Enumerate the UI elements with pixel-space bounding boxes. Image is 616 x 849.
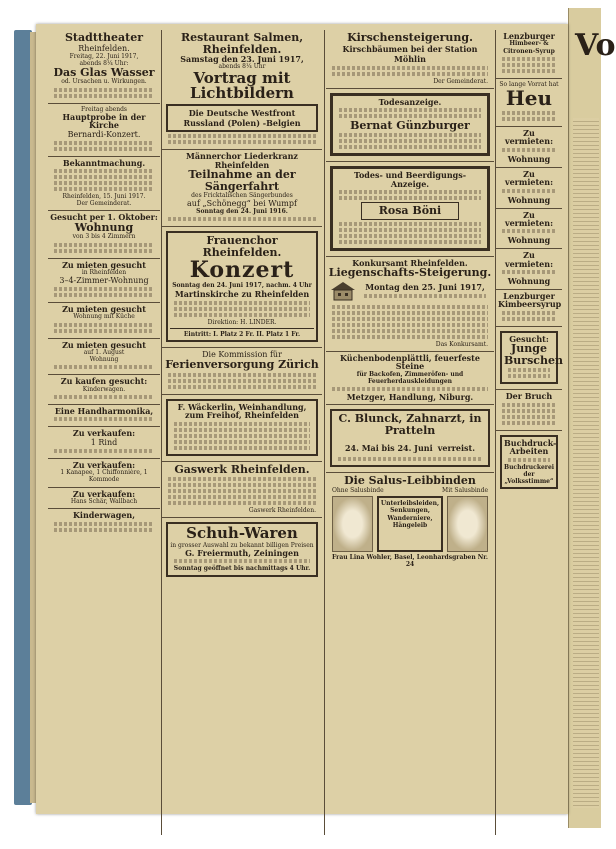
ad-title: Zu vermieten:	[504, 168, 554, 188]
ad-subtitle: Wohnung	[507, 194, 551, 205]
ad-title: Zu kaufen gesucht:	[60, 376, 148, 387]
ad-headline: Teilnahme an der Sängerfahrt	[188, 167, 296, 193]
ad-blunck-zahnarzt	[326, 405, 494, 473]
ad-salus-leibbinden	[326, 473, 494, 571]
name-box	[361, 202, 459, 220]
column-rule	[324, 30, 325, 835]
ad-headline: Vortrag mit Lichtbildern	[190, 68, 294, 103]
ad-signature: Das Konkursamt.	[435, 340, 488, 348]
ad-verkaufen-rind	[48, 427, 160, 458]
ad-line: des Fricktalischen Sängerbundes	[191, 192, 293, 200]
ad-frauenchor	[162, 227, 322, 348]
ad-title: Restaurant Salmen, Rheinfelden.	[180, 31, 304, 56]
ad-lenzburger-1	[496, 30, 562, 79]
mourning-frame	[330, 93, 490, 157]
ad-title: Männerchor Liederkranz Rheinfelden	[186, 151, 298, 170]
ad-price: Eintritt: I. Platz 2 Fr. II. Platz 1 Fr.	[170, 328, 314, 338]
lecture-topics-box	[166, 104, 318, 132]
ad-title: Todes- und Beerdigungs-Anzeige.	[353, 170, 467, 189]
ad-todesanzeige-1	[326, 89, 494, 163]
ad-line: von 3 bis 4 Zimmern	[72, 233, 136, 241]
ad-subtitle: Himbeer- & Citronen-Syrup	[503, 40, 555, 55]
ad-zu-vermieten-1	[496, 127, 562, 168]
ad-title: Küchenbodenplättli, feuerfeste Steine	[340, 352, 480, 372]
ad-status: verreist.	[437, 443, 476, 454]
ad-title: Buchdruck-Arbeiten	[504, 437, 557, 457]
ad-heu	[496, 79, 562, 127]
concert-frame	[166, 231, 318, 342]
ad-line: Rheinfelden, 15. Juni 1917.	[62, 193, 146, 201]
ad-maker: Frau Lina Wohler, Basel, Leonhardsgraben Nr. 24	[332, 554, 488, 569]
ad-title: Zu mieten gesucht	[62, 339, 146, 350]
column-1	[48, 30, 160, 835]
column-2	[162, 30, 322, 835]
ad-title: Bekanntmachung.	[62, 157, 146, 168]
ad-line: Freitag, 22. Juni 1917,	[69, 52, 139, 60]
ad-headline: Konzert	[189, 256, 295, 283]
ad-title: Zu verkaufen:	[72, 428, 136, 439]
ad-waeckerlin	[162, 395, 322, 462]
ad-title: Gaswerk Rheinfelden.	[174, 462, 310, 476]
ad-title: Gesucht:	[509, 333, 549, 344]
ad-subtitle: Rheinfelden.	[78, 43, 130, 53]
ad-buchdruck	[496, 431, 562, 494]
ad-line: abends 8¼ Uhr:	[79, 59, 129, 67]
ad-title: Konkursamt Rheinfelden.	[352, 257, 468, 268]
ad-zu-mieten-2	[48, 303, 160, 339]
ad-title: Hauptprobe in der Kirche	[62, 111, 146, 131]
ad-title: Die Salus-Leibbinden	[344, 474, 476, 488]
ad-der-bruch	[496, 390, 562, 430]
deceased-name: Rosa Böni	[378, 204, 442, 218]
buchdruck-frame	[500, 435, 558, 489]
ad-title: Kirschensteigerung.	[347, 31, 473, 44]
ad-verkaufen-moebel	[48, 459, 160, 488]
konkurs-body	[328, 279, 492, 303]
ad-name: G. Freiermuth, Zeiningen	[185, 547, 299, 558]
ad-subtitle: in Rheinfelden	[81, 268, 127, 276]
figure-without-binder	[332, 496, 373, 552]
mourning-frame	[330, 166, 490, 250]
lecture-topic: Die Deutsche Westfront	[188, 108, 296, 119]
ad-zu-vermieten-2	[496, 168, 562, 209]
ad-subtitle: 1 Kanapee, 1 Chiffonnière, 1 Kommode	[60, 469, 148, 484]
ad-zu-mieten-1	[48, 259, 160, 304]
ad-hauptprobe	[48, 104, 160, 157]
ad-subtitle: Junge Burschen	[504, 342, 563, 367]
ad-title: Frauenchor Rheinfelden.	[202, 234, 282, 259]
ad-subtitle: od. Ursachen u. Wirkungen.	[61, 78, 147, 86]
ad-restaurant-salmen	[162, 30, 322, 150]
ad-title: Stadttheater	[64, 31, 143, 44]
ad-title: Das Glas Wasser	[53, 65, 155, 79]
schuh-frame	[166, 522, 318, 577]
ad-headline: Ferienversorgung Zürich	[165, 358, 319, 372]
house-icon	[330, 281, 356, 301]
ad-headline: Liegenschafts-Steigerung.	[328, 266, 492, 280]
ad-line: 1 Rind	[90, 437, 118, 447]
ad-zu-mieten-3	[48, 339, 160, 376]
ad-gesucht-wohnung	[48, 211, 160, 258]
ad-subtitle: zum Freihof, Rheinfelden	[185, 410, 299, 421]
salus-figures	[328, 494, 492, 554]
ad-lenzburger-2	[496, 290, 562, 327]
ad-date: Sonntag den 24. Juni 1916.	[196, 208, 288, 216]
ad-title: Zu vermieten:	[504, 250, 554, 269]
ad-title: C. Blunck, Zahnarzt, in Pratteln	[338, 412, 482, 437]
ad-line: Wohnung	[89, 356, 119, 364]
ad-subtitle: Kirschbäumen bei der Station Möhlin	[342, 43, 478, 64]
ad-title: Die Kommission für	[202, 350, 282, 360]
ad-title: Gesucht per 1. Oktober:	[50, 212, 158, 223]
ad-title: Kinderwagen,	[72, 510, 136, 521]
column-3	[326, 30, 494, 835]
ad-subtitle: für Backofen, Zimmeröfen- und Feuerherdauskleidungen	[356, 370, 464, 385]
ad-line: auf „Schönegg“ bei Wumpf	[187, 199, 297, 209]
ad-title: Eine Handharmonika,	[54, 406, 154, 417]
ad-place: Martinskirche zu Rheinfelden	[174, 288, 310, 299]
ad-title: Schuh-Waren	[186, 524, 298, 543]
ad-title: Zu mieten gesucht	[62, 304, 146, 315]
ad-title: Heu	[505, 85, 553, 110]
ad-subtitle: Buchdruckerei der „Volksstimme“	[504, 463, 555, 485]
ad-verkaufen-3	[48, 488, 160, 510]
caption-right: Mit Salusbinde	[442, 486, 488, 494]
facing-page	[568, 8, 616, 828]
column-4	[496, 30, 562, 835]
ad-stadttheater	[48, 30, 160, 104]
ad-subtitle: Freitag abends	[81, 105, 127, 113]
ad-date: Montag den 25. Juni 1917,	[365, 281, 485, 292]
ad-subtitle: Wohnung	[507, 276, 551, 287]
ad-title: Zu vermieten:	[504, 209, 554, 228]
ad-zu-vermieten-4	[496, 249, 562, 290]
ad-date: Samstag den 23. Juni 1917,	[180, 54, 304, 65]
ad-subtitle: Kimbeersyrup	[498, 299, 562, 310]
ad-subtitle: in grosser Auswahl zu bekannt billigen Preisen	[170, 541, 314, 549]
blunck-frame	[330, 409, 490, 467]
ad-todesanzeige-2	[326, 162, 494, 256]
ad-title: Zu vermieten:	[504, 127, 554, 147]
ad-note: Sonntag geöffnet bis nachmittags 4 Uhr.	[173, 565, 311, 573]
ad-line: Hans Schär, Wallbach	[70, 497, 138, 505]
ad-signature: Der Gemeinderat.	[433, 77, 488, 85]
ad-line: Der Gemeinderat.	[76, 200, 132, 208]
ad-subtitle: So lange Vorrat hat	[499, 80, 559, 88]
ad-handharmonika	[48, 405, 160, 427]
waeckerlin-frame	[166, 399, 318, 456]
ad-time: abends 8¼ Uhr	[218, 63, 266, 71]
lecture-topic: Russland (Polen) -Belgien	[183, 118, 301, 129]
ad-ferienversorgung	[162, 348, 322, 395]
ad-signature: Gaswerk Rheinfelden.	[248, 507, 316, 515]
ad-gaswerk	[162, 462, 322, 519]
ad-title: Zu mieten gesucht	[62, 259, 146, 270]
ad-konkursamt	[326, 257, 494, 352]
caption-left: Ohne Salusbinde	[332, 486, 384, 494]
ad-maennerchor	[162, 150, 322, 227]
salus-indications	[377, 496, 443, 552]
ad-title: Lenzburger	[503, 31, 555, 41]
ad-zu-vermieten-3	[496, 209, 562, 250]
ad-dates: 24. Mai bis 24. Juni	[344, 443, 433, 454]
ad-kinderwagen	[48, 509, 160, 536]
ad-gesucht-burschen	[496, 327, 562, 390]
ad-line: Bernardi-Konzert.	[67, 129, 141, 139]
deceased-name: Bernat Günzburger	[350, 118, 470, 132]
ad-title: Zu verkaufen:	[72, 459, 136, 470]
gesucht-frame	[500, 331, 563, 384]
ad-kirschensteigerung	[326, 30, 494, 89]
ad-title: Zu verkaufen:	[72, 488, 136, 499]
ad-bekanntmachung	[48, 157, 160, 212]
salus-captions	[328, 487, 492, 494]
ad-zu-kaufen	[48, 375, 160, 405]
ad-title: Der Bruch	[505, 391, 553, 402]
facing-page-title: Vo	[575, 28, 616, 63]
ad-line: Kinderwagen.	[82, 385, 126, 393]
ad-subtitle: Wohnung	[507, 153, 551, 164]
ad-subtitle: Wohnung	[507, 235, 551, 246]
ad-line: 3–4-Zimmer-Wohnung	[59, 276, 149, 286]
ad-line: Wohnung mit Küche	[73, 313, 135, 321]
figure-with-binder	[447, 496, 488, 552]
ad-title: Lenzburger	[503, 291, 555, 302]
ad-title: Todesanzeige.	[378, 96, 442, 107]
ad-schuh-waren	[162, 518, 322, 582]
salus-center-text: Unterleibsleiden, Senkungen, Wanderniere, Hängeleib	[380, 500, 440, 529]
ad-title: F. Wäckerlin, Weinhandlung,	[177, 401, 307, 412]
facing-page-text	[573, 118, 599, 808]
ad-kuechenbodenplaettli	[326, 352, 494, 406]
ad-name: Metzger, Handlung, Niburg.	[346, 391, 474, 402]
ad-subtitle: Wohnung	[74, 220, 134, 234]
ad-date: Sonntag den 24. Juni 1917, nachm. 4 Uhr	[172, 281, 312, 289]
ad-line: Direktion: H. LINDER.	[207, 318, 277, 326]
ad-subtitle: auf 1. August	[83, 349, 125, 357]
